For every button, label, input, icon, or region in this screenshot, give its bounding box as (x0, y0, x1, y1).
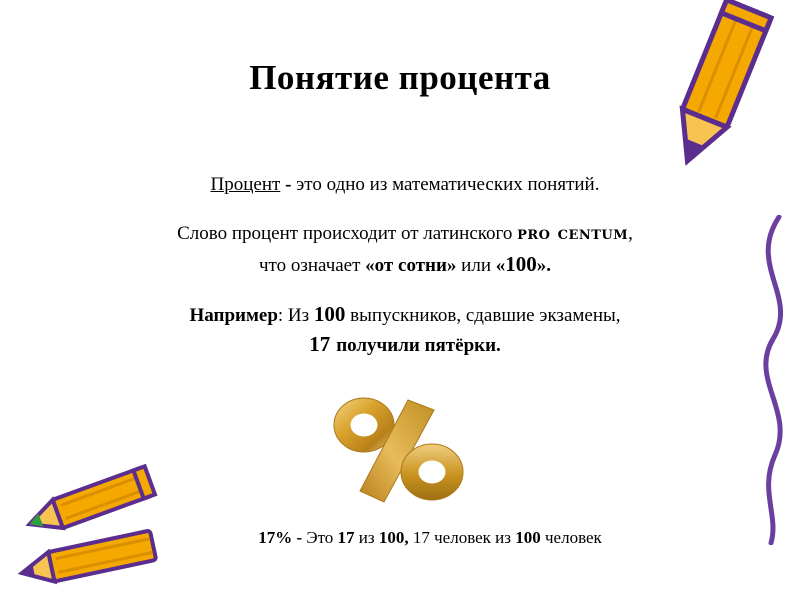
example-line (110, 301, 700, 329)
caption-chelovek: человек (540, 528, 602, 547)
page-title: Понятие процента (249, 58, 551, 97)
example-rest: выпускников, сдавшие экзамены, (345, 305, 621, 326)
definition-rest: это одно из математических понятий. (296, 174, 600, 195)
term-procent: Процент (210, 174, 281, 195)
origin-comma: , (628, 223, 633, 244)
caption-percent: 17% - (258, 528, 307, 547)
meaning-number: 100 (505, 252, 537, 276)
meaning-line (110, 251, 700, 279)
caption-100a: 100, (378, 528, 409, 547)
meaning-quote-1: «от сотни» (365, 255, 457, 276)
pencils-icon (10, 455, 195, 595)
origin-line (110, 220, 700, 247)
meaning-or: или (456, 255, 496, 276)
caption-iz: из (354, 528, 379, 547)
example-total: 100 (313, 302, 346, 326)
percent-symbol-image (322, 392, 472, 510)
example-result: получили пятёрки. (336, 335, 501, 356)
caption-17: 17 (337, 528, 355, 547)
example-label: Например (189, 305, 278, 326)
meaning-prefix: что означает (258, 255, 366, 276)
example-prefix: : Из (277, 305, 314, 326)
caption-17b: 17 (408, 528, 435, 547)
quote-open: « (495, 255, 506, 276)
caption-chelovek-iz: человек из (434, 528, 516, 547)
body-text-block (110, 172, 700, 359)
dash-separator: - (280, 174, 297, 195)
definition-line (110, 172, 700, 198)
pencil-icon (640, 0, 800, 186)
quote-close: ». (536, 255, 551, 276)
caption-100b: 100 (515, 528, 541, 547)
squiggle-line-decoration (735, 215, 800, 545)
latin-term: pro centum (517, 222, 629, 244)
origin-prefix: Слово процент происходит от латинского (177, 223, 518, 244)
caption-eto: Это (306, 528, 338, 547)
example-count: 17 (309, 332, 331, 356)
bottom-caption (150, 528, 710, 548)
example-line-2 (110, 331, 700, 359)
